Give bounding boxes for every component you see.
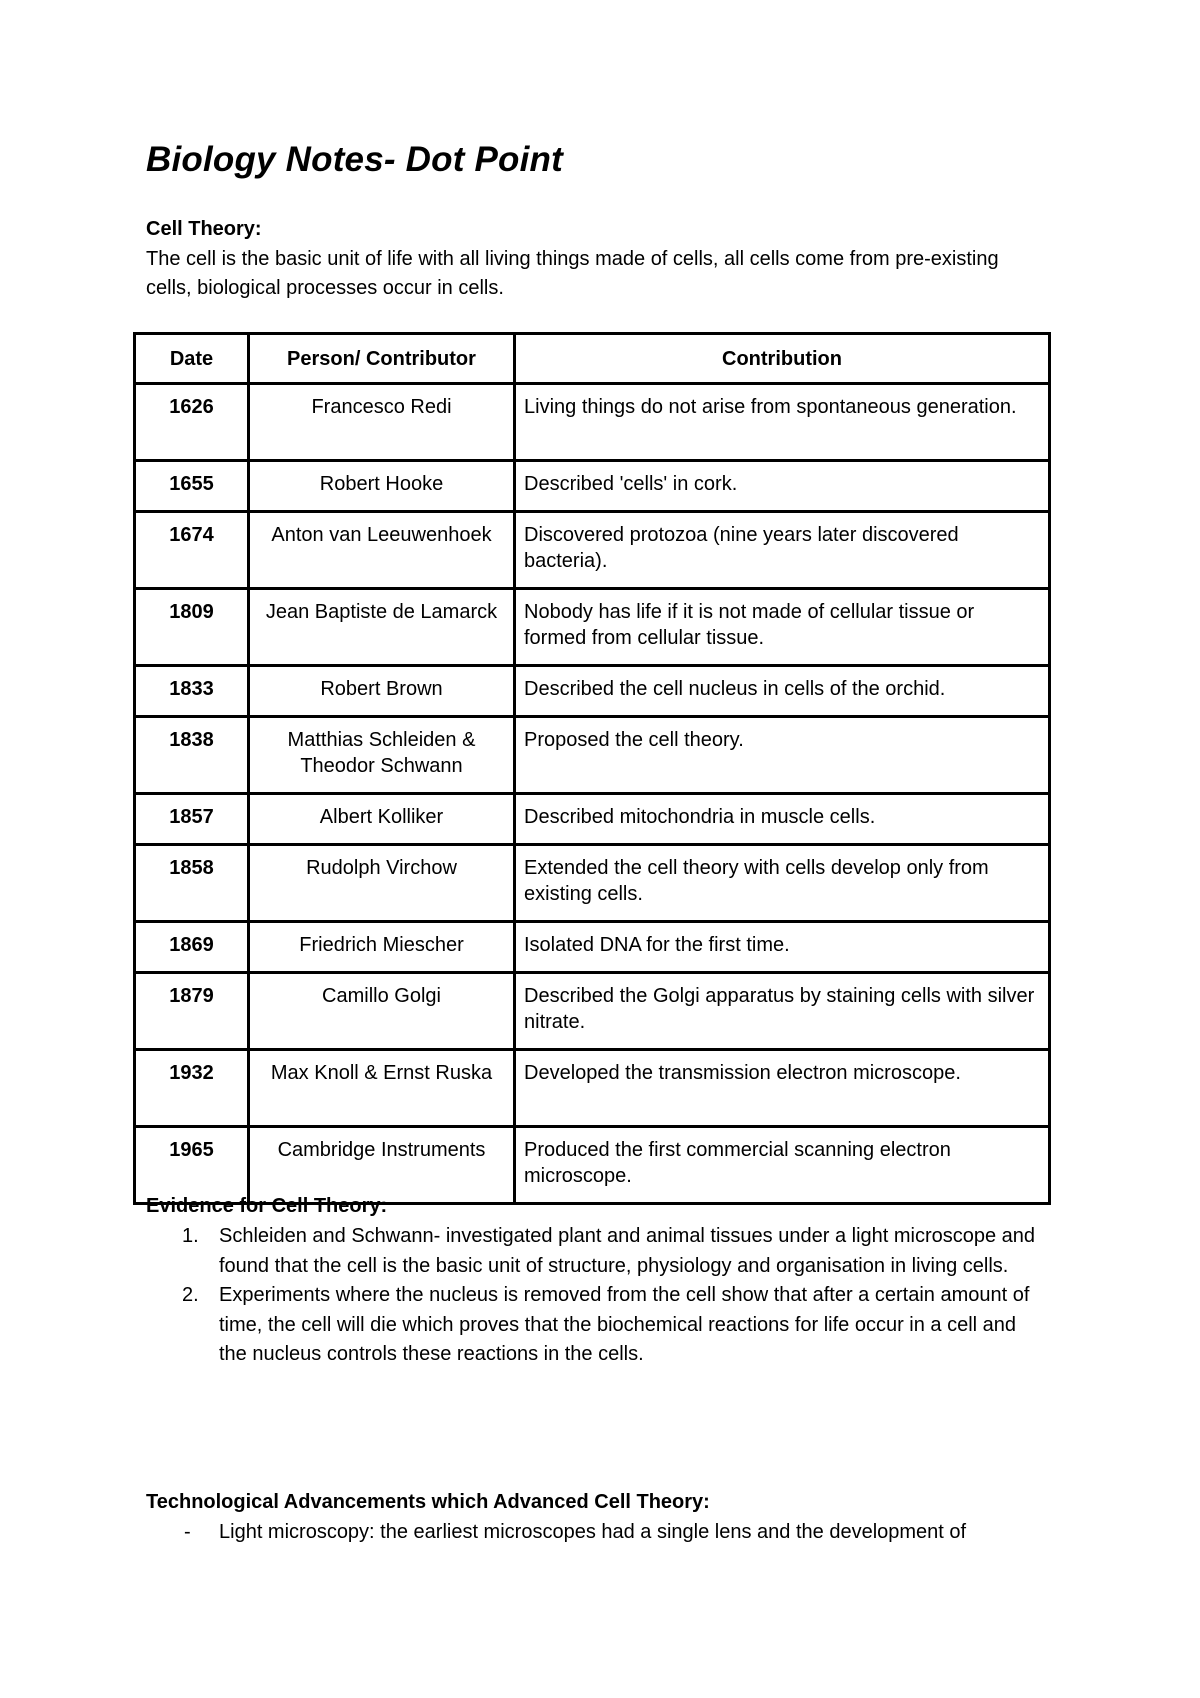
header-person: Person/ Contributor xyxy=(249,334,515,384)
list-dash: - xyxy=(184,1521,191,1543)
cell-date: 1932 xyxy=(135,1050,249,1127)
table-row xyxy=(135,845,1050,922)
table-row xyxy=(135,666,1050,717)
cell-date: 1879 xyxy=(135,973,249,1050)
cell-contribution: Extended the cell theory with cells develop only from existing cells. xyxy=(515,845,1050,922)
cell-contribution: Described 'cells' in cork. xyxy=(515,461,1050,512)
cell-date: 1869 xyxy=(135,922,249,973)
cell-contribution: Described mitochondria in muscle cells. xyxy=(515,794,1050,845)
cell-contribution: Discovered protozoa (nine years later discovered bacteria). xyxy=(515,512,1050,589)
cell-person: Jean Baptiste de Lamarck xyxy=(249,589,515,666)
table-row xyxy=(135,512,1050,589)
cell-person: Matthias Schleiden & Theodor Schwann xyxy=(249,717,515,794)
cell-date: 1674 xyxy=(135,512,249,589)
table-row xyxy=(135,794,1050,845)
cell-person: Albert Kolliker xyxy=(249,794,515,845)
evidence-list xyxy=(146,1222,1046,1370)
cell-theory-text: The cell is the basic unit of life with all living things made of cells, all cells come from pre-existing cells, biological processes occur in cells. xyxy=(146,248,999,299)
cell-contribution: Developed the transmission electron microscope. xyxy=(515,1050,1050,1127)
list-item xyxy=(146,1518,1066,1547)
header-date: Date xyxy=(135,334,249,384)
cell-date: 1858 xyxy=(135,845,249,922)
cell-date: 1838 xyxy=(135,717,249,794)
cell-person: Friedrich Miescher xyxy=(249,922,515,973)
table-row xyxy=(135,1127,1050,1204)
document-title: Biology Notes- Dot Point xyxy=(146,140,563,179)
table-row xyxy=(135,461,1050,512)
cell-date: 1655 xyxy=(135,461,249,512)
cell-contribution: Described the cell nucleus in cells of the orchid. xyxy=(515,666,1050,717)
cell-person: Max Knoll & Ernst Ruska xyxy=(249,1050,515,1127)
cell-person: Rudolph Virchow xyxy=(249,845,515,922)
table-row xyxy=(135,384,1050,461)
cell-date: 1965 xyxy=(135,1127,249,1204)
list-item-text: Light microscopy: the earliest microscopes had a single lens and the development of xyxy=(219,1521,967,1543)
cell-person: Robert Hooke xyxy=(249,461,515,512)
list-number: 1. xyxy=(182,1225,199,1247)
cell-contribution: Isolated DNA for the first time. xyxy=(515,922,1050,973)
cell-contribution: Proposed the cell theory. xyxy=(515,717,1050,794)
cell-date: 1833 xyxy=(135,666,249,717)
cell-person: Robert Brown xyxy=(249,666,515,717)
cell-person: Camillo Golgi xyxy=(249,973,515,1050)
cell-date: 1626 xyxy=(135,384,249,461)
cell-theory-heading: Cell Theory: xyxy=(146,218,262,240)
evidence-heading: Evidence for Cell Theory: xyxy=(146,1195,388,1217)
table-row xyxy=(135,589,1050,666)
tech-list xyxy=(146,1518,1066,1547)
cell-person: Francesco Redi xyxy=(249,384,515,461)
table-row xyxy=(135,922,1050,973)
cell-contribution: Living things do not arise from spontaneous generation. xyxy=(515,384,1050,461)
cell-date: 1809 xyxy=(135,589,249,666)
table-header-row xyxy=(135,334,1050,384)
list-item xyxy=(146,1222,1046,1281)
cell-date: 1857 xyxy=(135,794,249,845)
cell-contribution: Produced the first commercial scanning electron microscope. xyxy=(515,1127,1050,1204)
cell-contribution: Described the Golgi apparatus by staining cells with silver nitrate. xyxy=(515,973,1050,1050)
cell-theory-table xyxy=(133,332,1051,1205)
table-row xyxy=(135,973,1050,1050)
cell-person: Anton van Leeuwenhoek xyxy=(249,512,515,589)
table-row xyxy=(135,717,1050,794)
list-item-text: Experiments where the nucleus is removed from the cell show that after a certain amount of time, the cell will die which proves that the biochemical reactions for life occur in a cell and the nucleus controls these reactions in the cells. xyxy=(219,1284,1030,1365)
tech-heading: Technological Advancements which Advanced Cell Theory: xyxy=(146,1491,710,1513)
cell-person: Cambridge Instruments xyxy=(249,1127,515,1204)
list-item-text: Schleiden and Schwann- investigated plant and animal tissues under a light microscope and found that the cell is the basic unit of structure, physiology and organisation in living cells. xyxy=(219,1225,1036,1277)
header-contribution: Contribution xyxy=(515,334,1050,384)
list-number: 2. xyxy=(182,1284,199,1306)
list-item xyxy=(146,1281,1046,1370)
cell-contribution: Nobody has life if it is not made of cellular tissue or formed from cellular tissue. xyxy=(515,589,1050,666)
table-row xyxy=(135,1050,1050,1127)
